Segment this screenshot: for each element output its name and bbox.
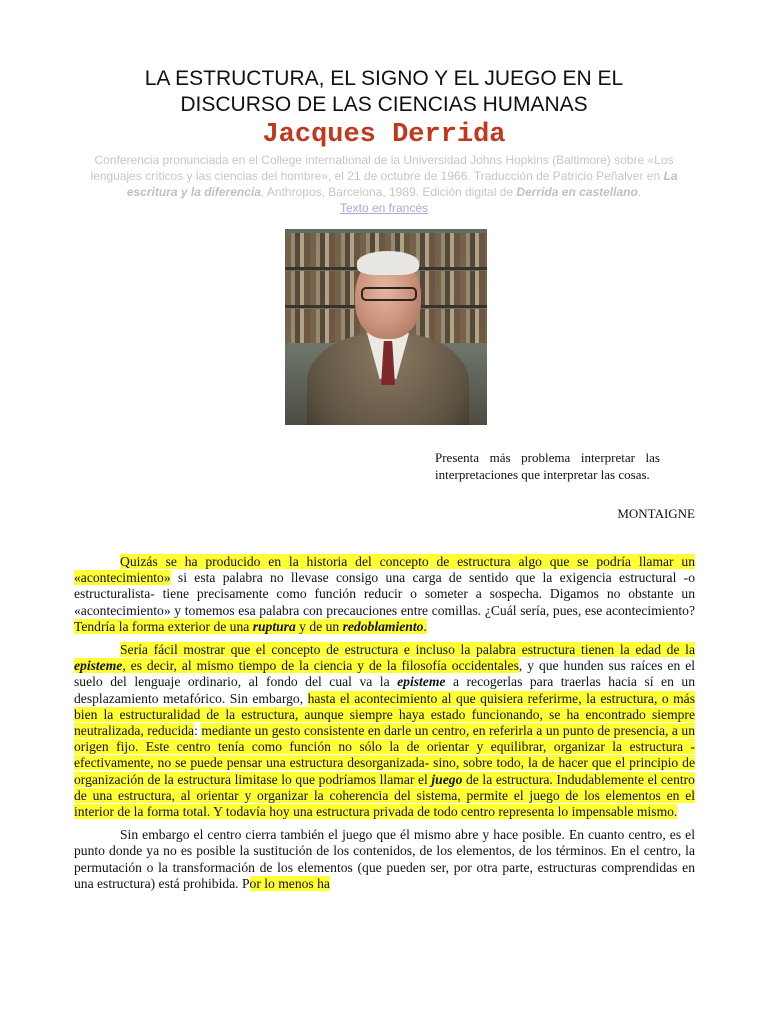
intro-text-1: Conferencia pronunciada en el College international de la Universidad Johns Hopkins (Baltimore) sobre «Los lenguajes críticos y las ciencias del hombre», el 21 de octubre de 1966. Traducción de Patricio Peñalver en: [90, 153, 674, 183]
paragraph-text: si esta palabra no llevase consigo una carga de sentido que la exigencia estructural -o estructuralista- tiene precisamente como función reducir o someter a sospecha. Digamos no obstante un «acontecimiento» y tomemos esa palabra con precauciones entre comillas. ¿Cuál sería, pues, ese acontecimiento?: [74, 570, 695, 618]
body-text: [74, 554, 695, 899]
highlighted-text: episteme: [74, 658, 123, 674]
intro-text-2: , Anthropos, Barcelona, 1989. Edición digital de: [260, 185, 517, 199]
body-paragraph: [74, 642, 695, 820]
highlighted-text: redoblamiento: [342, 618, 424, 634]
highlighted-text: mediante un gesto consistente en darle un centro, en referirla a un punto de presencia, a un origen fijo. Este centro tenía como función no sólo la de orientar y equilibrar, organizar la estructura -efectivamente, no se puede pensar una estructura desorganizada- sino, sobre todo, la de hacer que el principio de organización de la estructura limitase lo que podríamos llamar el: [74, 723, 695, 787]
highlighted-text: y de un: [295, 618, 343, 634]
highlighted-text: Tendría la forma exterior de una: [74, 618, 253, 634]
paragraph-text: :: [194, 723, 202, 739]
french-text-link[interactable]: Texto en francés: [339, 201, 429, 215]
portrait-hair: [357, 251, 419, 275]
intro-text-3: .: [637, 185, 642, 199]
highlighted-text: Sería fácil mostrar que el concepto de estructura e incluso la palabra estructura tienen la edad de la: [120, 642, 695, 658]
portrait-glasses: [361, 287, 417, 301]
epigraph-quote: Presenta más problema interpretar las interpretaciones que interpretar las cosas.: [435, 450, 660, 482]
highlighted-text: or lo menos ha: [249, 875, 330, 891]
paragraph-text: , y que hunden sus raíces en el suelo del lenguaje ordinario, al fondo del cual va la: [74, 658, 696, 690]
highlighted-text: de la estructura. Indudablemente el centro de una estructura, al orientar y organizar la coherencia del sistema, permite el juego de los elementos en el interior de la forma total. Y todavía hoy una estructura privada de todo centro representa lo impensable mismo.: [74, 771, 695, 820]
author-name: Jacques Derrida: [262, 120, 506, 150]
epigraph-author: MONTAIGNE: [617, 506, 695, 521]
body-paragraph: [74, 554, 695, 635]
paragraph-text: episteme: [397, 674, 446, 690]
highlighted-text: Quizás se ha producido en la historia del concepto de estructura algo que se podría llamar un «acontecimiento»: [74, 554, 695, 586]
paragraph-text: Sin embargo el centro cierra también el juego que él mismo abre y hace posible. En cuanto centro, es el punto donde ya no es posible la sustitución de los contenidos, de los elementos, de los términos. En el centro, la permutación o la transformación de los elementos (que pueden ser, por otra parte, estructuras comprendidas en una estructura) está prohibida. P: [74, 827, 695, 891]
highlighted-text: .: [423, 618, 427, 634]
highlighted-text: hasta el acontecimiento al que quisiera referirme, la estructura, o más bien la estructuralidad de la estructura, aunque siempre haya estado funcionando, se ha encontrado siempre neutralizada, reducida: [74, 690, 695, 739]
intro-site-name: Derrida en castellano: [516, 185, 638, 199]
intro-book-title: La escritura y la diferencia: [126, 169, 678, 199]
document-title: [70, 66, 698, 118]
body-paragraph: [74, 827, 695, 892]
title-line-1: LA ESTRUCTURA, EL SIGNO Y EL JUEGO EN EL: [144, 67, 624, 90]
title-line-2: DISCURSO DE LAS CIENCIAS HUMANAS: [180, 93, 588, 116]
paragraph-text: a recogerlas para traerlas hacia sí en un desplazamiento metafórico. Sin embargo,: [74, 674, 695, 706]
highlighted-text: , es decir, al mismo tiempo de la ciencia y de la filosofía occidentales: [122, 658, 519, 674]
highlighted-text: ruptura: [252, 618, 296, 634]
highlighted-text: juego: [431, 771, 463, 787]
intro-note: [82, 152, 686, 216]
author-portrait-photo: [285, 229, 487, 425]
